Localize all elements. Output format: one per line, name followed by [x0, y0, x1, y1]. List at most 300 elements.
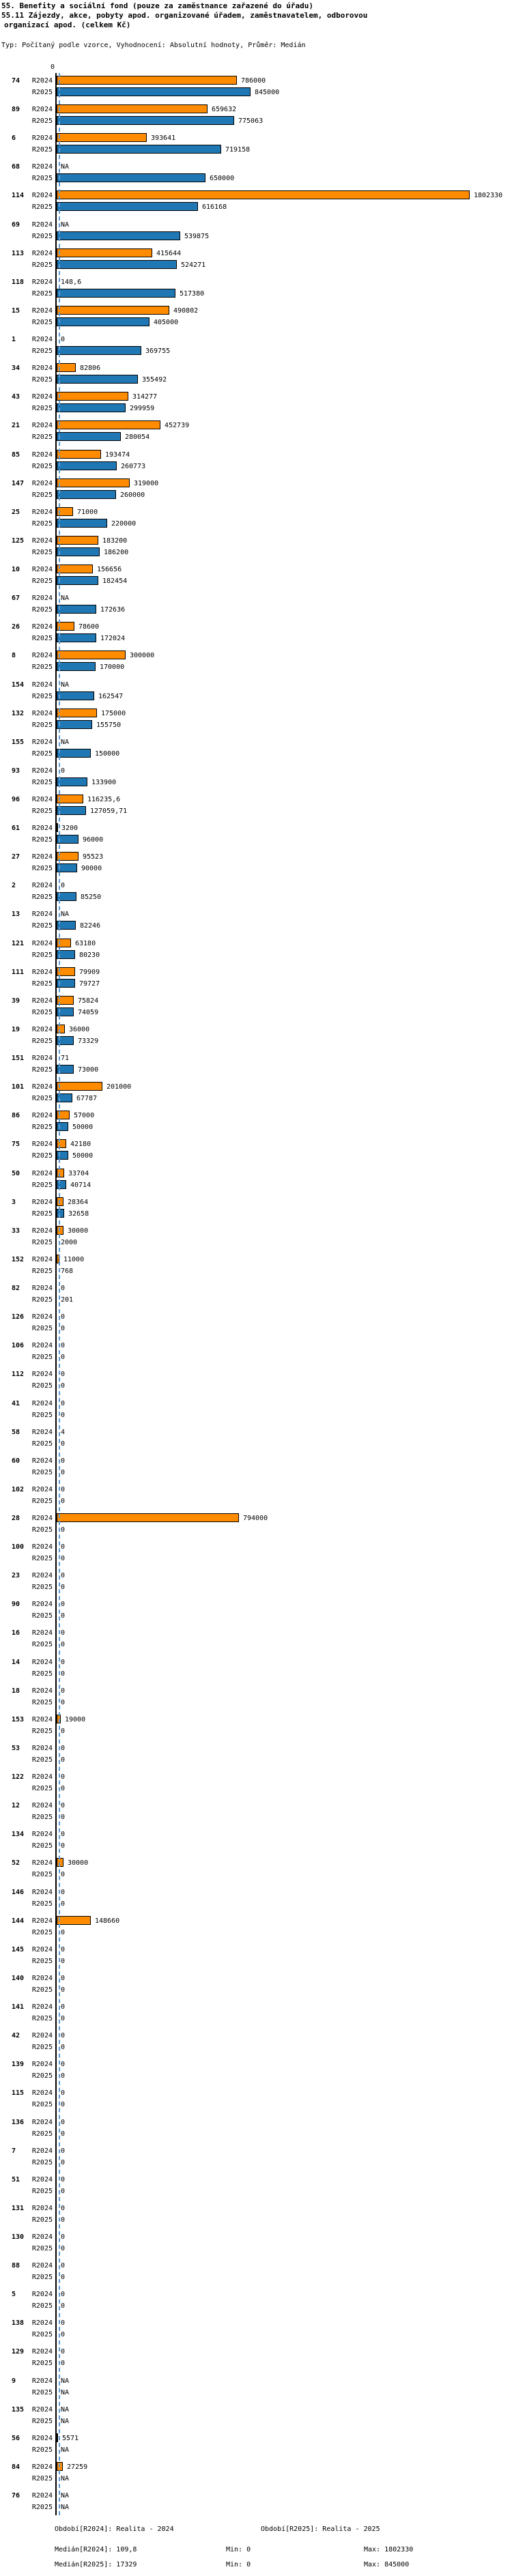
series-label-r2025: R2025	[31, 865, 53, 873]
value-label-r2024: 156656	[97, 566, 122, 574]
series-label-r2024: R2024	[31, 911, 53, 919]
series-label-r2024: R2024	[31, 2061, 53, 2069]
value-label-r2024: 0	[61, 1831, 66, 1839]
chart-row-group	[0, 823, 512, 848]
row-id-label: 41	[12, 1399, 20, 1407]
series-label-r2024: R2024	[31, 1945, 53, 1954]
value-label-r2024: 0	[61, 2061, 66, 2069]
value-label-r2024: 11000	[63, 1255, 85, 1263]
chart-row-group	[0, 1025, 512, 1049]
bar-r2025[interactable]	[57, 806, 86, 815]
series-label-r2024: R2024	[31, 1658, 53, 1666]
bar-r2024[interactable]	[57, 2433, 58, 2442]
value-label-r2024: NA	[61, 595, 70, 603]
series-label-r2025: R2025	[31, 1957, 53, 1965]
value-label-r2024: 19000	[65, 1715, 86, 1723]
series-label-r2025: R2025	[31, 1124, 53, 1132]
chart-row-group	[0, 909, 512, 934]
value-label-r2024: 0	[61, 1285, 66, 1293]
row-id-label: 118	[12, 278, 25, 286]
row-id-label: 56	[12, 2434, 20, 2442]
bar-r2025[interactable]	[57, 289, 175, 298]
series-label-r2025: R2025	[31, 635, 53, 643]
legend-entry-r2025: Období[R2025]: Realita - 2025	[261, 2525, 380, 2533]
chart-row-group	[0, 939, 512, 963]
series-label-r2024: R2024	[31, 882, 53, 890]
value-label-r2025: 0	[61, 1756, 66, 1764]
chart-row-group	[0, 363, 512, 388]
value-label-r2025: 90000	[81, 865, 102, 873]
bar-r2024[interactable]	[57, 709, 97, 717]
bar-r2025[interactable]	[57, 87, 251, 96]
chart-row-group	[0, 2491, 512, 2515]
series-label-r2025: R2025	[31, 1555, 53, 1563]
series-label-r2024: R2024	[31, 1083, 53, 1091]
chart-row-group	[0, 248, 512, 273]
bar-r2024[interactable]	[57, 478, 130, 487]
series-label-r2025: R2025	[31, 405, 53, 413]
bar-r2024[interactable]	[57, 420, 160, 429]
chart-row-group	[0, 104, 512, 129]
row-id-label: 84	[12, 2463, 20, 2471]
bar-r2025[interactable]	[57, 1209, 64, 1218]
chart-row-group	[0, 795, 512, 819]
value-label-r2025: 96000	[83, 836, 104, 844]
series-label-r2024: R2024	[31, 2348, 53, 2356]
bar-r2024[interactable]	[57, 1197, 63, 1206]
series-label-r2024: R2024	[31, 2377, 53, 2385]
value-label-r2024: 36000	[69, 1025, 90, 1033]
row-id-label: 6	[12, 134, 16, 143]
series-label-r2025: R2025	[31, 2158, 53, 2166]
series-label-r2024: R2024	[31, 1141, 53, 1149]
value-label-r2024: 82806	[80, 364, 101, 373]
series-label-r2024: R2024	[31, 1025, 53, 1033]
value-label-r2025: 67787	[76, 1095, 98, 1103]
value-label-r2024: 183200	[102, 536, 128, 545]
bar-r2024[interactable]	[57, 564, 93, 573]
value-label-r2024: 0	[61, 2204, 66, 2212]
chart-row-group	[0, 564, 512, 589]
value-label-r2025: 0	[61, 2044, 66, 2052]
bar-r2024[interactable]	[57, 823, 58, 832]
value-label-r2024: 0	[61, 1945, 66, 1954]
chart-row-group	[0, 450, 512, 474]
series-label-r2024: R2024	[31, 364, 53, 373]
row-id-label: 136	[12, 2118, 25, 2126]
series-label-r2025: R2025	[31, 2474, 53, 2482]
value-label-r2025: NA	[61, 2504, 70, 2512]
value-label-r2025: 517380	[180, 289, 205, 298]
chart-row-group	[0, 1255, 512, 1279]
bar-r2024[interactable]	[57, 536, 98, 545]
value-label-r2025: 0	[61, 2331, 66, 2339]
chart-row-group	[0, 1686, 512, 1711]
series-label-r2024: R2024	[31, 422, 53, 430]
bar-r2025[interactable]	[57, 145, 221, 154]
bar-r2024[interactable]	[57, 306, 169, 315]
row-id-label: 139	[12, 2061, 25, 2069]
chart-row-group	[0, 650, 512, 675]
value-label-r2024: 30000	[68, 1227, 89, 1235]
series-label-r2025: R2025	[31, 1037, 53, 1045]
series-label-r2024: R2024	[31, 681, 53, 689]
value-label-r2025: 719158	[225, 146, 251, 154]
bar-r2024[interactable]	[57, 1169, 64, 1177]
bar-r2025[interactable]	[57, 749, 91, 758]
chart-row-group	[0, 334, 512, 359]
value-label-r2025: 155750	[96, 721, 122, 729]
chart-row-group	[0, 593, 512, 618]
value-label-r2025: 220000	[111, 519, 137, 528]
bar-r2025[interactable]	[57, 547, 100, 556]
bar-r2024[interactable]	[57, 450, 101, 459]
chart-row-group	[0, 1743, 512, 1768]
value-label-r2024: 0	[61, 2118, 66, 2126]
series-label-r2025: R2025	[31, 433, 53, 442]
row-id-label: 154	[12, 681, 25, 689]
row-id-label: 26	[12, 623, 20, 631]
series-label-r2024: R2024	[31, 1859, 53, 1867]
value-label-r2024: 0	[61, 1687, 66, 1695]
value-label-r2024: 794000	[243, 1515, 268, 1522]
row-id-label: 8	[12, 652, 16, 660]
value-label-r2024: 0	[61, 1457, 66, 1465]
series-label-r2024: R2024	[31, 1572, 53, 1580]
chart-row-group	[0, 1628, 512, 1652]
min-stat-r2024: Min: 0	[226, 2546, 251, 2553]
value-label-r2024: 175000	[101, 709, 126, 717]
series-label-r2025: R2025	[31, 1928, 53, 1936]
value-label-r2024: 659632	[212, 106, 237, 114]
bar-r2025[interactable]	[57, 231, 180, 240]
bar-r2024[interactable]	[57, 1513, 239, 1522]
value-label-r2025: 182454	[102, 577, 128, 586]
series-label-r2025: R2025	[31, 2274, 53, 2282]
series-label-r2025: R2025	[31, 1382, 53, 1390]
bar-r2025[interactable]	[57, 432, 121, 441]
value-axis-line	[55, 73, 57, 2515]
series-label-r2024: R2024	[31, 939, 53, 947]
series-label-r2024: R2024	[31, 536, 53, 545]
row-id-label: 42	[12, 2032, 20, 2040]
bar-r2024[interactable]	[57, 104, 208, 113]
value-label-r2025: 32658	[68, 1210, 89, 1218]
row-id-label: 111	[12, 968, 25, 976]
series-label-r2025: R2025	[31, 1785, 53, 1793]
series-label-r2025: R2025	[31, 2101, 53, 2109]
series-label-r2024: R2024	[31, 1313, 53, 1321]
row-id-label: 122	[12, 1773, 25, 1781]
value-label-r2024: 71	[61, 1055, 70, 1063]
series-label-r2024: R2024	[31, 450, 53, 459]
value-label-r2025: 0	[61, 1440, 66, 1448]
chart-row-group	[0, 2002, 512, 2027]
max-stat-r2024: Max: 1802330	[364, 2546, 414, 2553]
value-label-r2024: 393641	[151, 134, 176, 143]
value-label-r2025: 186200	[104, 548, 129, 556]
value-label-r2024: 148,6	[61, 278, 82, 286]
value-label-r2025: 162547	[98, 692, 124, 700]
value-label-r2025: NA	[61, 2417, 70, 2425]
series-label-r2024: R2024	[31, 1112, 53, 1120]
value-label-r2025: 524271	[181, 261, 206, 269]
row-id-label: 74	[12, 77, 20, 85]
bar-chart	[0, 76, 512, 2519]
row-id-label: 85	[12, 450, 20, 459]
bar-r2024[interactable]	[57, 1916, 91, 1925]
value-label-r2024: 0	[61, 1629, 66, 1637]
value-label-r2025: 85250	[81, 893, 102, 902]
bar-r2025[interactable]	[57, 605, 96, 614]
bar-r2024[interactable]	[57, 795, 83, 803]
value-label-r2025: NA	[61, 2388, 70, 2396]
chart-row-group	[0, 2031, 512, 2055]
value-label-r2024: 78600	[79, 623, 100, 631]
row-id-label: 18	[12, 1687, 20, 1695]
bar-r2025[interactable]	[57, 490, 116, 499]
chart-row-group	[0, 1111, 512, 1135]
bar-r2025[interactable]	[57, 576, 98, 585]
bar-r2025[interactable]	[57, 202, 198, 211]
series-label-r2024: R2024	[31, 2118, 53, 2126]
row-id-label: 93	[12, 767, 20, 775]
bar-r2024[interactable]	[57, 650, 126, 659]
value-label-r2024: 0	[61, 1342, 66, 1350]
chart-row-group	[0, 852, 512, 876]
series-label-r2025: R2025	[31, 548, 53, 556]
value-label-r2024: 0	[61, 2348, 66, 2356]
value-label-r2025: 50000	[72, 1152, 94, 1160]
value-label-r2024: 0	[61, 1572, 66, 1580]
value-label-r2024: 5571	[62, 2434, 79, 2442]
row-id-label: 140	[12, 1974, 25, 1982]
chart-row-group	[0, 1082, 512, 1106]
bar-r2025[interactable]	[57, 375, 138, 384]
row-id-label: 152	[12, 1255, 25, 1263]
value-label-r2025: 0	[61, 2015, 66, 2023]
value-label-r2024: NA	[61, 2377, 70, 2385]
value-label-r2025: 0	[61, 2130, 66, 2138]
chart-row-group	[0, 709, 512, 733]
bar-r2025[interactable]	[57, 116, 234, 125]
row-id-label: 144	[12, 1917, 25, 1925]
value-label-r2024: 0	[61, 1802, 66, 1810]
series-label-r2024: R2024	[31, 2492, 53, 2500]
row-id-label: 141	[12, 2003, 25, 2012]
value-label-r2025: 0	[61, 1555, 66, 1563]
series-label-r2025: R2025	[31, 836, 53, 844]
series-label-r2024: R2024	[31, 163, 53, 171]
series-label-r2025: R2025	[31, 2302, 53, 2310]
chart-row-group	[0, 2347, 512, 2371]
row-id-label: 76	[12, 2492, 20, 2500]
chart-row-group	[0, 1312, 512, 1336]
value-label-r2024: 0	[61, 2262, 66, 2270]
bar-r2024[interactable]	[57, 248, 152, 257]
bar-r2024[interactable]	[57, 190, 470, 199]
value-label-r2024: 30000	[68, 1859, 89, 1867]
bar-r2024[interactable]	[57, 392, 128, 401]
series-label-r2024: R2024	[31, 1888, 53, 1896]
bar-r2024[interactable]	[57, 133, 147, 142]
series-label-r2024: R2024	[31, 738, 53, 746]
series-label-r2024: R2024	[31, 192, 53, 200]
median-stat-r2025: Medián[R2025]: 17329	[55, 2561, 137, 2568]
row-id-label: 58	[12, 1428, 20, 1436]
chart-row-group	[0, 536, 512, 560]
series-label-r2025: R2025	[31, 1210, 53, 1218]
series-label-r2024: R2024	[31, 1399, 53, 1407]
value-label-r2025: NA	[61, 2446, 70, 2454]
row-id-label: 23	[12, 1572, 20, 1580]
series-label-r2025: R2025	[31, 749, 53, 758]
row-id-label: 135	[12, 2405, 25, 2414]
value-label-r2025: 539875	[184, 232, 210, 240]
chart-row-group	[0, 1283, 512, 1308]
bar-r2024[interactable]	[57, 76, 237, 85]
value-label-r2025: 260773	[121, 462, 146, 470]
value-label-r2024: 0	[61, 2032, 66, 2040]
bar-r2025[interactable]	[57, 519, 107, 528]
row-id-label: 134	[12, 1831, 25, 1839]
value-label-r2024: 201000	[106, 1083, 132, 1091]
chart-row-group	[0, 1169, 512, 1193]
series-label-r2025: R2025	[31, 1296, 53, 1304]
bar-r2024[interactable]	[57, 1858, 63, 1867]
chart-row-group	[0, 1829, 512, 1854]
chart-row-group	[0, 2261, 512, 2285]
min-stat-r2025: Min: 0	[226, 2561, 251, 2568]
series-label-r2025: R2025	[31, 1584, 53, 1592]
chart-row-group	[0, 277, 512, 302]
series-label-r2025: R2025	[31, 1641, 53, 1649]
row-id-label: 131	[12, 2204, 25, 2212]
value-label-r2024: 490802	[173, 306, 199, 315]
row-id-label: 27	[12, 853, 20, 861]
series-label-r2025: R2025	[31, 1095, 53, 1103]
chart-row-group	[0, 1858, 512, 1883]
bar-r2025[interactable]	[57, 173, 205, 182]
value-label-r2024: 0	[61, 1744, 66, 1752]
value-label-r2025: 40714	[70, 1181, 91, 1189]
row-id-label: 130	[12, 2233, 25, 2241]
series-label-r2025: R2025	[31, 1670, 53, 1678]
series-label-r2024: R2024	[31, 652, 53, 660]
value-label-r2024: 0	[61, 2319, 66, 2328]
value-label-r2025: 0	[61, 1842, 66, 1850]
bar-r2025[interactable]	[57, 691, 94, 700]
series-label-r2025: R2025	[31, 1354, 53, 1362]
series-label-r2024: R2024	[31, 508, 53, 516]
series-label-r2024: R2024	[31, 278, 53, 286]
value-label-r2024: 786000	[241, 77, 266, 85]
value-label-r2025: 775063	[238, 117, 264, 126]
row-id-label: 60	[12, 1457, 20, 1465]
row-id-label: 126	[12, 1313, 25, 1321]
bar-r2025[interactable]	[57, 777, 87, 786]
series-label-r2024: R2024	[31, 853, 53, 861]
series-label-r2025: R2025	[31, 1267, 53, 1275]
series-label-r2024: R2024	[31, 2175, 53, 2184]
bar-r2025[interactable]	[57, 260, 177, 269]
series-label-r2025: R2025	[31, 2245, 53, 2252]
series-label-r2024: R2024	[31, 77, 53, 85]
bar-r2025[interactable]	[57, 461, 117, 470]
chart-row-group	[0, 2376, 512, 2401]
value-label-r2024: 71000	[77, 508, 98, 516]
series-label-r2025: R2025	[31, 1440, 53, 1448]
chart-row-group	[0, 2059, 512, 2084]
row-id-label: 88	[12, 2262, 20, 2270]
series-label-r2024: R2024	[31, 2434, 53, 2442]
value-label-r2025: 0	[61, 1957, 66, 1965]
series-label-r2024: R2024	[31, 1601, 53, 1609]
chart-row-group	[0, 507, 512, 532]
page-title: 55. Benefity a sociální fond (pouze za zaměstnance zařazené do úřadu)	[1, 1, 313, 10]
series-label-r2024: R2024	[31, 1285, 53, 1293]
chart-row-group	[0, 76, 512, 100]
value-label-r2025: 650000	[210, 175, 235, 183]
chart-row-group	[0, 1427, 512, 1452]
bar-r2025[interactable]	[57, 720, 92, 729]
bar-r2025[interactable]	[57, 317, 150, 326]
bar-r2025[interactable]	[57, 403, 126, 412]
value-label-r2025: 201	[61, 1296, 74, 1304]
value-label-r2024: 148660	[95, 1917, 120, 1925]
series-label-r2025: R2025	[31, 1468, 53, 1476]
row-id-label: 113	[12, 249, 25, 257]
value-label-r2025: 0	[61, 1727, 66, 1735]
bar-r2024[interactable]	[57, 1226, 63, 1235]
value-label-r2025: 0	[61, 1468, 66, 1476]
row-id-label: 43	[12, 393, 20, 401]
row-id-label: 106	[12, 1342, 25, 1350]
value-label-r2024: 0	[61, 1601, 66, 1609]
value-label-r2024: 0	[61, 2147, 66, 2155]
bar-r2025[interactable]	[57, 633, 96, 642]
series-label-r2025: R2025	[31, 1871, 53, 1879]
bar-r2024[interactable]	[57, 1082, 102, 1091]
series-label-r2024: R2024	[31, 1169, 53, 1177]
value-label-r2024: 300000	[130, 652, 155, 660]
value-label-r2024: NA	[61, 911, 70, 919]
series-label-r2024: R2024	[31, 1917, 53, 1925]
value-label-r2025: 74059	[78, 1008, 99, 1016]
row-id-label: 102	[12, 1485, 25, 1493]
series-label-r2024: R2024	[31, 767, 53, 775]
value-label-r2025: 845000	[255, 89, 280, 96]
series-label-r2025: R2025	[31, 922, 53, 930]
series-label-r2025: R2025	[31, 1497, 53, 1505]
chart-row-group	[0, 1485, 512, 1509]
value-label-r2024: 193474	[105, 450, 130, 459]
bar-r2024[interactable]	[57, 1025, 65, 1033]
series-label-r2024: R2024	[31, 1198, 53, 1206]
bar-r2025[interactable]	[57, 346, 141, 355]
chart-row-group	[0, 1887, 512, 1912]
row-id-label: 21	[12, 422, 20, 430]
value-label-r2025: 0	[61, 1986, 66, 1994]
bar-r2025[interactable]	[57, 662, 96, 671]
series-label-r2025: R2025	[31, 692, 53, 700]
row-id-label: 39	[12, 997, 20, 1005]
value-label-r2024: NA	[61, 738, 70, 746]
value-label-r2024: NA	[61, 163, 70, 171]
series-label-r2024: R2024	[31, 2319, 53, 2328]
row-id-label: 115	[12, 2089, 25, 2098]
series-label-r2024: R2024	[31, 1255, 53, 1263]
